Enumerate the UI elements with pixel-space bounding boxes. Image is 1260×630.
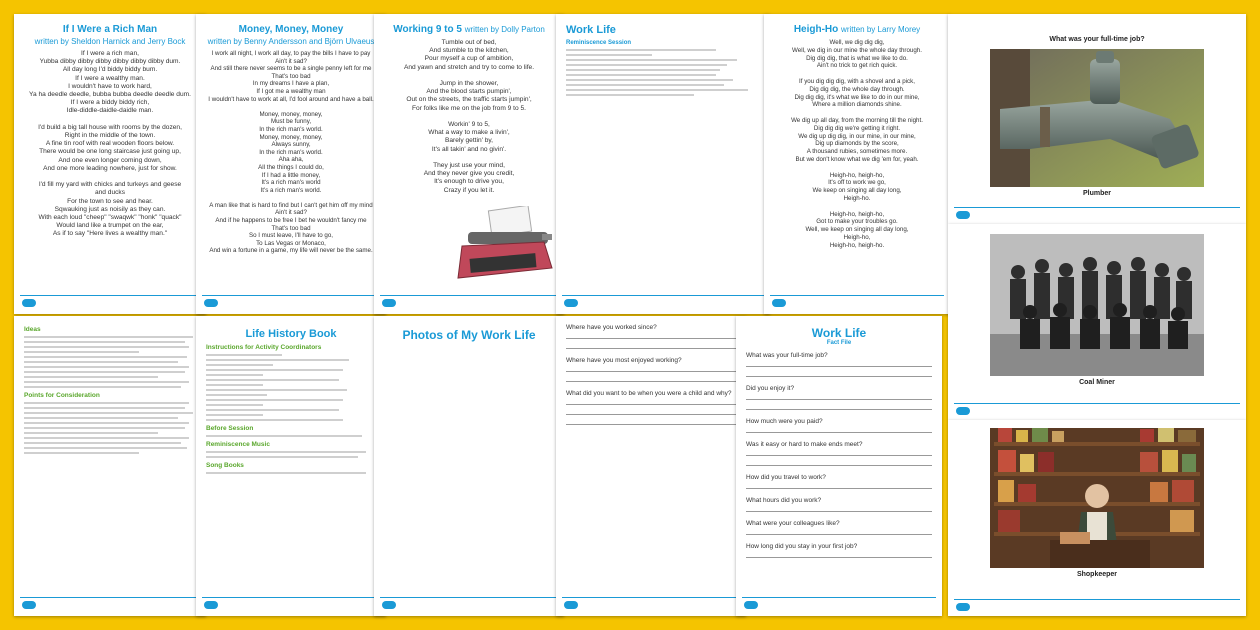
sheet-footer xyxy=(954,207,1240,220)
before-session-heading: Before Session xyxy=(206,425,254,432)
twinkl-logo-icon xyxy=(382,299,396,307)
song-lyrics: If I were a rich man, Yubba dibby dibby dibby dibby dibby dibby dum. All day long I'd biddy biddy bum. If I were a wealthy man. I wouldn't have to work hard, Ya ha deedle deedle, bubba bubba deedle deedle dum. If I were a biddy biddy rich, Idle-diddle-daidle-daidle man. I'd build a big tall house with rooms by the dozen, Right in the middle of the town. A fine tin roof with real wooden floors below. There would be one long staircase just going up, And one even longer coming down, And one more leading nowhere, just for show. I'd fill my yard with chicks and turkeys and geese and ducks For the town to see and hear. Sqwauking just as noisily as they can. With each loud "cheep" "swaqwk" "honk" "quack" Would land like a trumpet on the ear, As if to say "Here lives a wealthy man." xyxy=(29,50,191,238)
twinkl-logo-icon xyxy=(956,211,970,219)
fact-question-4: Was it easy or hard to make ends meet? xyxy=(746,441,863,448)
sheet-title: Photos of My Work Life xyxy=(402,328,536,342)
song-lyrics: Tumble out of bed, And stumble to the kitchen, Pour myself a cup of ambition, And yawn and stretch and try to come to life. Jump in the shower, And the blood starts pumpin', Out on the streets, the traffic starts jumpin', For folks like me on the job from 9 to 5. Workin' 9 to 5, What a way to make a livin', Barely gettin' by, It's all takin' and no givin'. They just use your mind, And they never give you credit, It's enough to drive you, Crazy if you let it. xyxy=(403,39,535,194)
answer-line xyxy=(746,460,932,466)
sheet-byline: written by Sheldon Harnick and Jerry Bock xyxy=(34,37,186,46)
worksheet-work-questions xyxy=(556,316,746,616)
answer-line xyxy=(746,361,932,367)
sheet-title: Money, Money, Money xyxy=(238,24,344,35)
photo-card-shopkeeper xyxy=(948,420,1246,616)
answer-line xyxy=(566,419,736,425)
photo-caption: Shopkeeper xyxy=(1076,571,1118,578)
twinkl-logo-icon xyxy=(772,299,786,307)
sheet-title xyxy=(380,24,558,35)
worksheet-work-life-fact-file xyxy=(736,316,942,616)
worksheet-photos-of-my-work-life xyxy=(374,316,564,616)
sheet-footer xyxy=(20,295,200,308)
instructions-list xyxy=(196,354,386,421)
sheet-byline: written by Larry Morey xyxy=(841,25,921,34)
ideas-heading: Ideas xyxy=(24,326,41,333)
sheet-footer xyxy=(742,597,936,610)
sheet-footer xyxy=(202,597,380,610)
sheet-byline: written by Dolly Parton xyxy=(464,25,545,34)
twinkl-logo-icon xyxy=(22,299,36,307)
worksheet-working-9-to-5 xyxy=(374,14,564,314)
fact-question-8: How long did you stay in your first job? xyxy=(746,543,858,550)
fact-question-6: What hours did you work? xyxy=(746,497,822,504)
sheet-footer xyxy=(20,597,200,610)
sheet-footer xyxy=(380,295,558,308)
sheet-subtitle: Fact File xyxy=(826,340,852,346)
sheet-byline: written by Benny Andersson and Björn Ulvaeus xyxy=(207,37,375,46)
answer-line xyxy=(566,333,736,339)
twinkl-logo-icon xyxy=(204,601,218,609)
sheet-title: If I Were a Rich Man xyxy=(62,24,158,35)
coal-miners-photo xyxy=(990,234,1204,376)
twinkl-logo-icon xyxy=(22,601,36,609)
photo-card-coal-miner xyxy=(948,224,1246,420)
answer-line xyxy=(746,483,932,489)
sheet-footer xyxy=(770,295,944,308)
answer-line xyxy=(566,409,736,415)
photo-caption: Plumber xyxy=(1082,190,1111,197)
sheet-title-text: Heigh-Ho xyxy=(793,24,839,35)
sheet-subtitle: Instructions for Activity Coordinators xyxy=(206,344,322,351)
answer-line xyxy=(746,506,932,512)
sheet-footer xyxy=(380,597,558,610)
fact-question-5: How did you travel to work? xyxy=(746,474,826,481)
sheet-title-text: Working 9 to 5 xyxy=(393,24,462,35)
twinkl-logo-icon xyxy=(204,299,218,307)
shopkeeper-photo xyxy=(990,428,1204,568)
twinkl-logo-icon xyxy=(956,407,970,415)
twinkl-logo-icon xyxy=(744,601,758,609)
card-question: What was your full-time job? xyxy=(1049,36,1145,43)
points-text-block xyxy=(14,402,206,454)
sheet-title: Work Life xyxy=(566,24,616,36)
twinkl-logo-icon xyxy=(564,299,578,307)
twinkl-logo-icon xyxy=(382,601,396,609)
sheet-footer xyxy=(202,295,380,308)
fact-question-1: What was your full-time job? xyxy=(746,352,828,359)
sheet-subtitle: Reminiscence Session xyxy=(566,40,632,46)
sheet-footer xyxy=(954,599,1240,612)
sheet-title: Life History Book xyxy=(245,328,337,340)
reminiscence-music-heading: Reminiscence Music xyxy=(206,441,270,448)
plumber-tap-photo xyxy=(990,49,1204,187)
worksheet-if-i-were-a-rich-man xyxy=(14,14,206,314)
points-heading: Points for Consideration xyxy=(24,392,100,399)
answer-line xyxy=(746,394,932,400)
fact-question-2: Did you enjoy it? xyxy=(746,385,795,392)
sheet-title xyxy=(770,24,944,35)
worksheet-money-money-money xyxy=(196,14,386,314)
question-3: What did you want to be when you were a child and why? xyxy=(566,390,732,397)
worksheet-heigh-ho xyxy=(764,14,950,314)
sheet-footer xyxy=(954,403,1240,416)
worksheet-life-history-book xyxy=(196,316,386,616)
sheet-title: Work Life xyxy=(811,326,867,340)
answer-line xyxy=(746,371,932,377)
sheet-footer xyxy=(562,597,740,610)
song-lyrics: I work all night, I work all day, to pay the bills I have to pay Ain't it sad? And still there never seems to be a single penny left for me That's too bad In my dreams I have a plan, If I got me a wealthy man I wouldn't have to work at all, I'd fool around and have a ball. Money, money, money, Must be funny, In the rich man's world. Money, money, money, Always sunny, In the rich man's world. Aha aha, All the things I could do, If I had a little money, It's a rich man's world It's a rich man's world. A man like that is hard to find but I can't get him off my mind Ain't it sad? And if he happens to be free I bet he wouldn't fancy me That's too bad So I must leave, I'll have to go, To Las Vegas or Monaco, And win a fortune in a game, my life will never be the same. xyxy=(208,50,374,255)
ideas-text-block xyxy=(14,336,206,388)
twinkl-logo-icon xyxy=(564,601,578,609)
twinkl-logo-icon xyxy=(956,603,970,611)
answer-line xyxy=(566,376,736,382)
fact-question-7: What were your colleagues like? xyxy=(746,520,840,527)
worksheet-work-life-reminiscence xyxy=(556,14,770,314)
answer-line xyxy=(566,399,736,405)
answer-line xyxy=(566,366,736,372)
fact-question-3: How much were you paid? xyxy=(746,418,823,425)
answer-line xyxy=(566,343,736,349)
answer-line xyxy=(746,529,932,535)
song-books-heading: Song Books xyxy=(206,462,244,469)
song-lyrics: Well, we dig dig dig, Well, we dig in our mine the whole day through. Dig dig dig, that is what we like to do. Ain't no trick to get rich quick. If you dig dig dig, with a shovel and a pick, Dig dig dig, the whole day through. Dig dig dig, it's what we like to do in our mine, Where a million diamonds shine. We dig up all day, from the morning till the night. Dig dig dig we're getting it right. We dig up dig dig, in our mine, in our mine, Dig up diamonds by the score, A thousand rubies, sometimes more. But we don't know what we dig 'em for, yeah. Heigh-ho, heigh-ho, It's off to work we go, We keep on singing all day long, Heigh-ho. Heigh-ho, heigh-ho, Got to make your troubles go. Well, we keep on singing all day long, Heigh-ho, Heigh-ho, heigh-ho. xyxy=(791,39,923,249)
answer-line xyxy=(746,427,932,433)
typewriter-illustration xyxy=(448,206,558,286)
photo-card-plumber xyxy=(948,14,1246,224)
photo-caption: Coal Miner xyxy=(1079,379,1115,386)
sheet-footer xyxy=(562,295,764,308)
question-2: Where have you most enjoyed working? xyxy=(566,357,682,364)
answer-line xyxy=(746,404,932,410)
answer-line xyxy=(746,552,932,558)
question-1: Where have you worked since? xyxy=(566,324,657,331)
worksheet-ideas xyxy=(14,316,206,616)
answer-line xyxy=(746,450,932,456)
session-notes xyxy=(556,49,770,96)
